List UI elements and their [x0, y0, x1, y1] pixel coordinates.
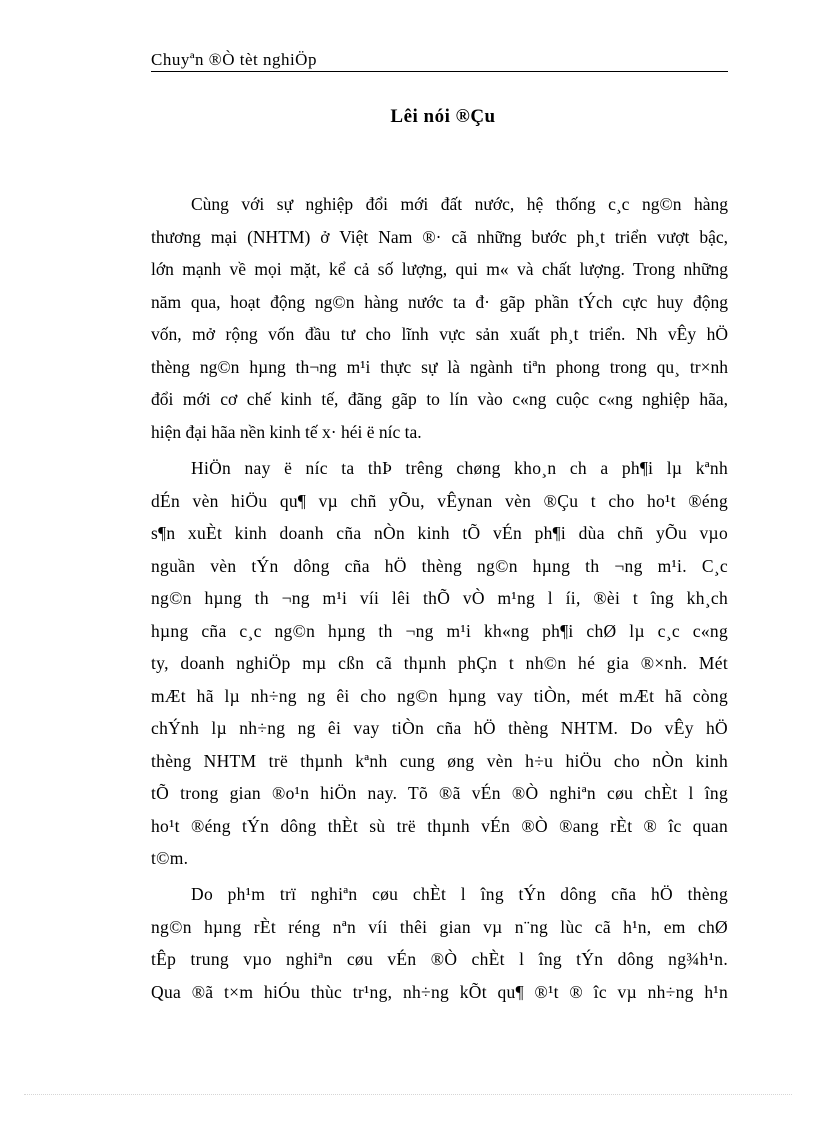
paragraph-line: mÆt hã lµ nh÷ng ng êi cho ng©n hµng vay tiÒn, mét mÆt hã còng [151, 685, 728, 706]
paragraph-line: nguần vèn tÝn dông cña hÖ thèng ng©n hµng th ¬ng m¹i. C¸c [151, 555, 728, 576]
paragraph-line: hiện đại hãa nền kinh tế x· héi ë níc ta. [151, 421, 422, 442]
paragraph-3 [151, 878, 728, 1008]
paragraph-line: Cùng với sự nghiệp đổi mới đất nước, hệ thống c¸c ng©n hàng [191, 194, 728, 214]
paragraph-line: hµng cña c¸c ng©n hµng th ¬ng m¹i kh«ng ph¶i chØ lµ c¸c c«ng [151, 620, 728, 641]
paragraph-line: lớn mạnh về mọi mặt, kể cả số lượng, qui m« và chất lượng. Trong những [151, 259, 728, 279]
page-title: Lêi nói ®Çu [390, 106, 496, 127]
paragraph-line: s¶n xuÈt kinh doanh cña nÒn kinh tÕ vÉn ph¶i dùa chñ yÕu vµo [151, 523, 728, 543]
paragraph-line: vốn, mở rộng vốn đầu tư cho lĩnh vực sản xuất ph¸t triển. Nh vÊy hÖ [151, 324, 728, 344]
paragraph-line: Qua ®ã t×m hiÓu thùc tr¹ng, nh÷ng kÕt qu¶ ®¹t ® îc vµ nh÷ng h¹n [151, 981, 728, 1002]
page-header: Chuyªn ®Ò tèt nghiÖp [151, 50, 728, 72]
paragraph-line: dÉn vèn hiÖu qu¶ vµ chñ yÕu, vÊynan vèn ®Çu t cho ho¹t ®éng [151, 490, 728, 511]
paragraph-2 [151, 452, 728, 875]
page-bottom-divider [24, 1094, 792, 1095]
paragraph-line: Do ph¹m trï nghiªn cøu chÈt l îng tÝn dông cña hÖ thèng [191, 884, 728, 904]
paragraph-line: thèng ng©n hµng th¬ng m¹i thực sự là ngành tiªn phong trong qu¸ tr×nh [151, 356, 728, 377]
paragraph-line: thương mại (NHTM) ở Việt Nam ®· cã những bước ph¸t triển vượt bậc, [151, 226, 728, 247]
paragraph-line: tÕ trong gian ®o¹n hiÖn nay. Tõ ®ã vÉn ®Ò nghiªn cøu chÈt l îng [151, 783, 728, 803]
paragraph-line: chÝnh lµ nh÷ng ng êi vay tiÒn cña hÖ thèng NHTM. Do vÊy hÖ [151, 718, 728, 738]
paragraph-line: đổi mới cơ chế kinh tế, đãng gãp to lín vào c«ng cuộc c«ng nghiệp hãa, [151, 389, 728, 409]
paragraph-line: năm qua, hoạt động ng©n hàng nước ta đ· gãp phần tÝch cực huy động [151, 291, 728, 312]
paragraph-1 [151, 188, 728, 448]
paragraph-line: tÊp trung vµo nghiªn cøu vÉn ®Ò chÈt l îng tÝn dông ng¾h¹n. [151, 949, 728, 969]
paragraph-line: ty, doanh nghiÖp mµ cßn cã thµnh phÇn t nh©n hé gia ®×nh. Mét [151, 653, 728, 673]
paragraph-line: ho¹t ®éng tÝn dông thÈt sù trë thµnh vÉn ®Ò ®ang rÈt ® îc quan [151, 815, 728, 836]
paragraph-line: ng©n hµng rÈt réng nªn víi thêi gian vµ n¨ng lùc cã h¹n, em chØ [151, 916, 728, 937]
paragraph-line: HiÖn nay ë níc ta thÞ trêng chøng kho¸n ch a ph¶i lµ kªnh [191, 458, 728, 478]
paragraph-line: ng©n hµng th ¬ng m¹i víi lêi thÕ vÒ m¹ng l íi, ®èi t îng kh¸ch [151, 588, 728, 608]
paragraph-line: t©m. [151, 848, 189, 868]
paragraph-line: thèng NHTM trë thµnh kªnh cung øng vèn h÷u hiÖu cho nÒn kinh [151, 750, 728, 771]
